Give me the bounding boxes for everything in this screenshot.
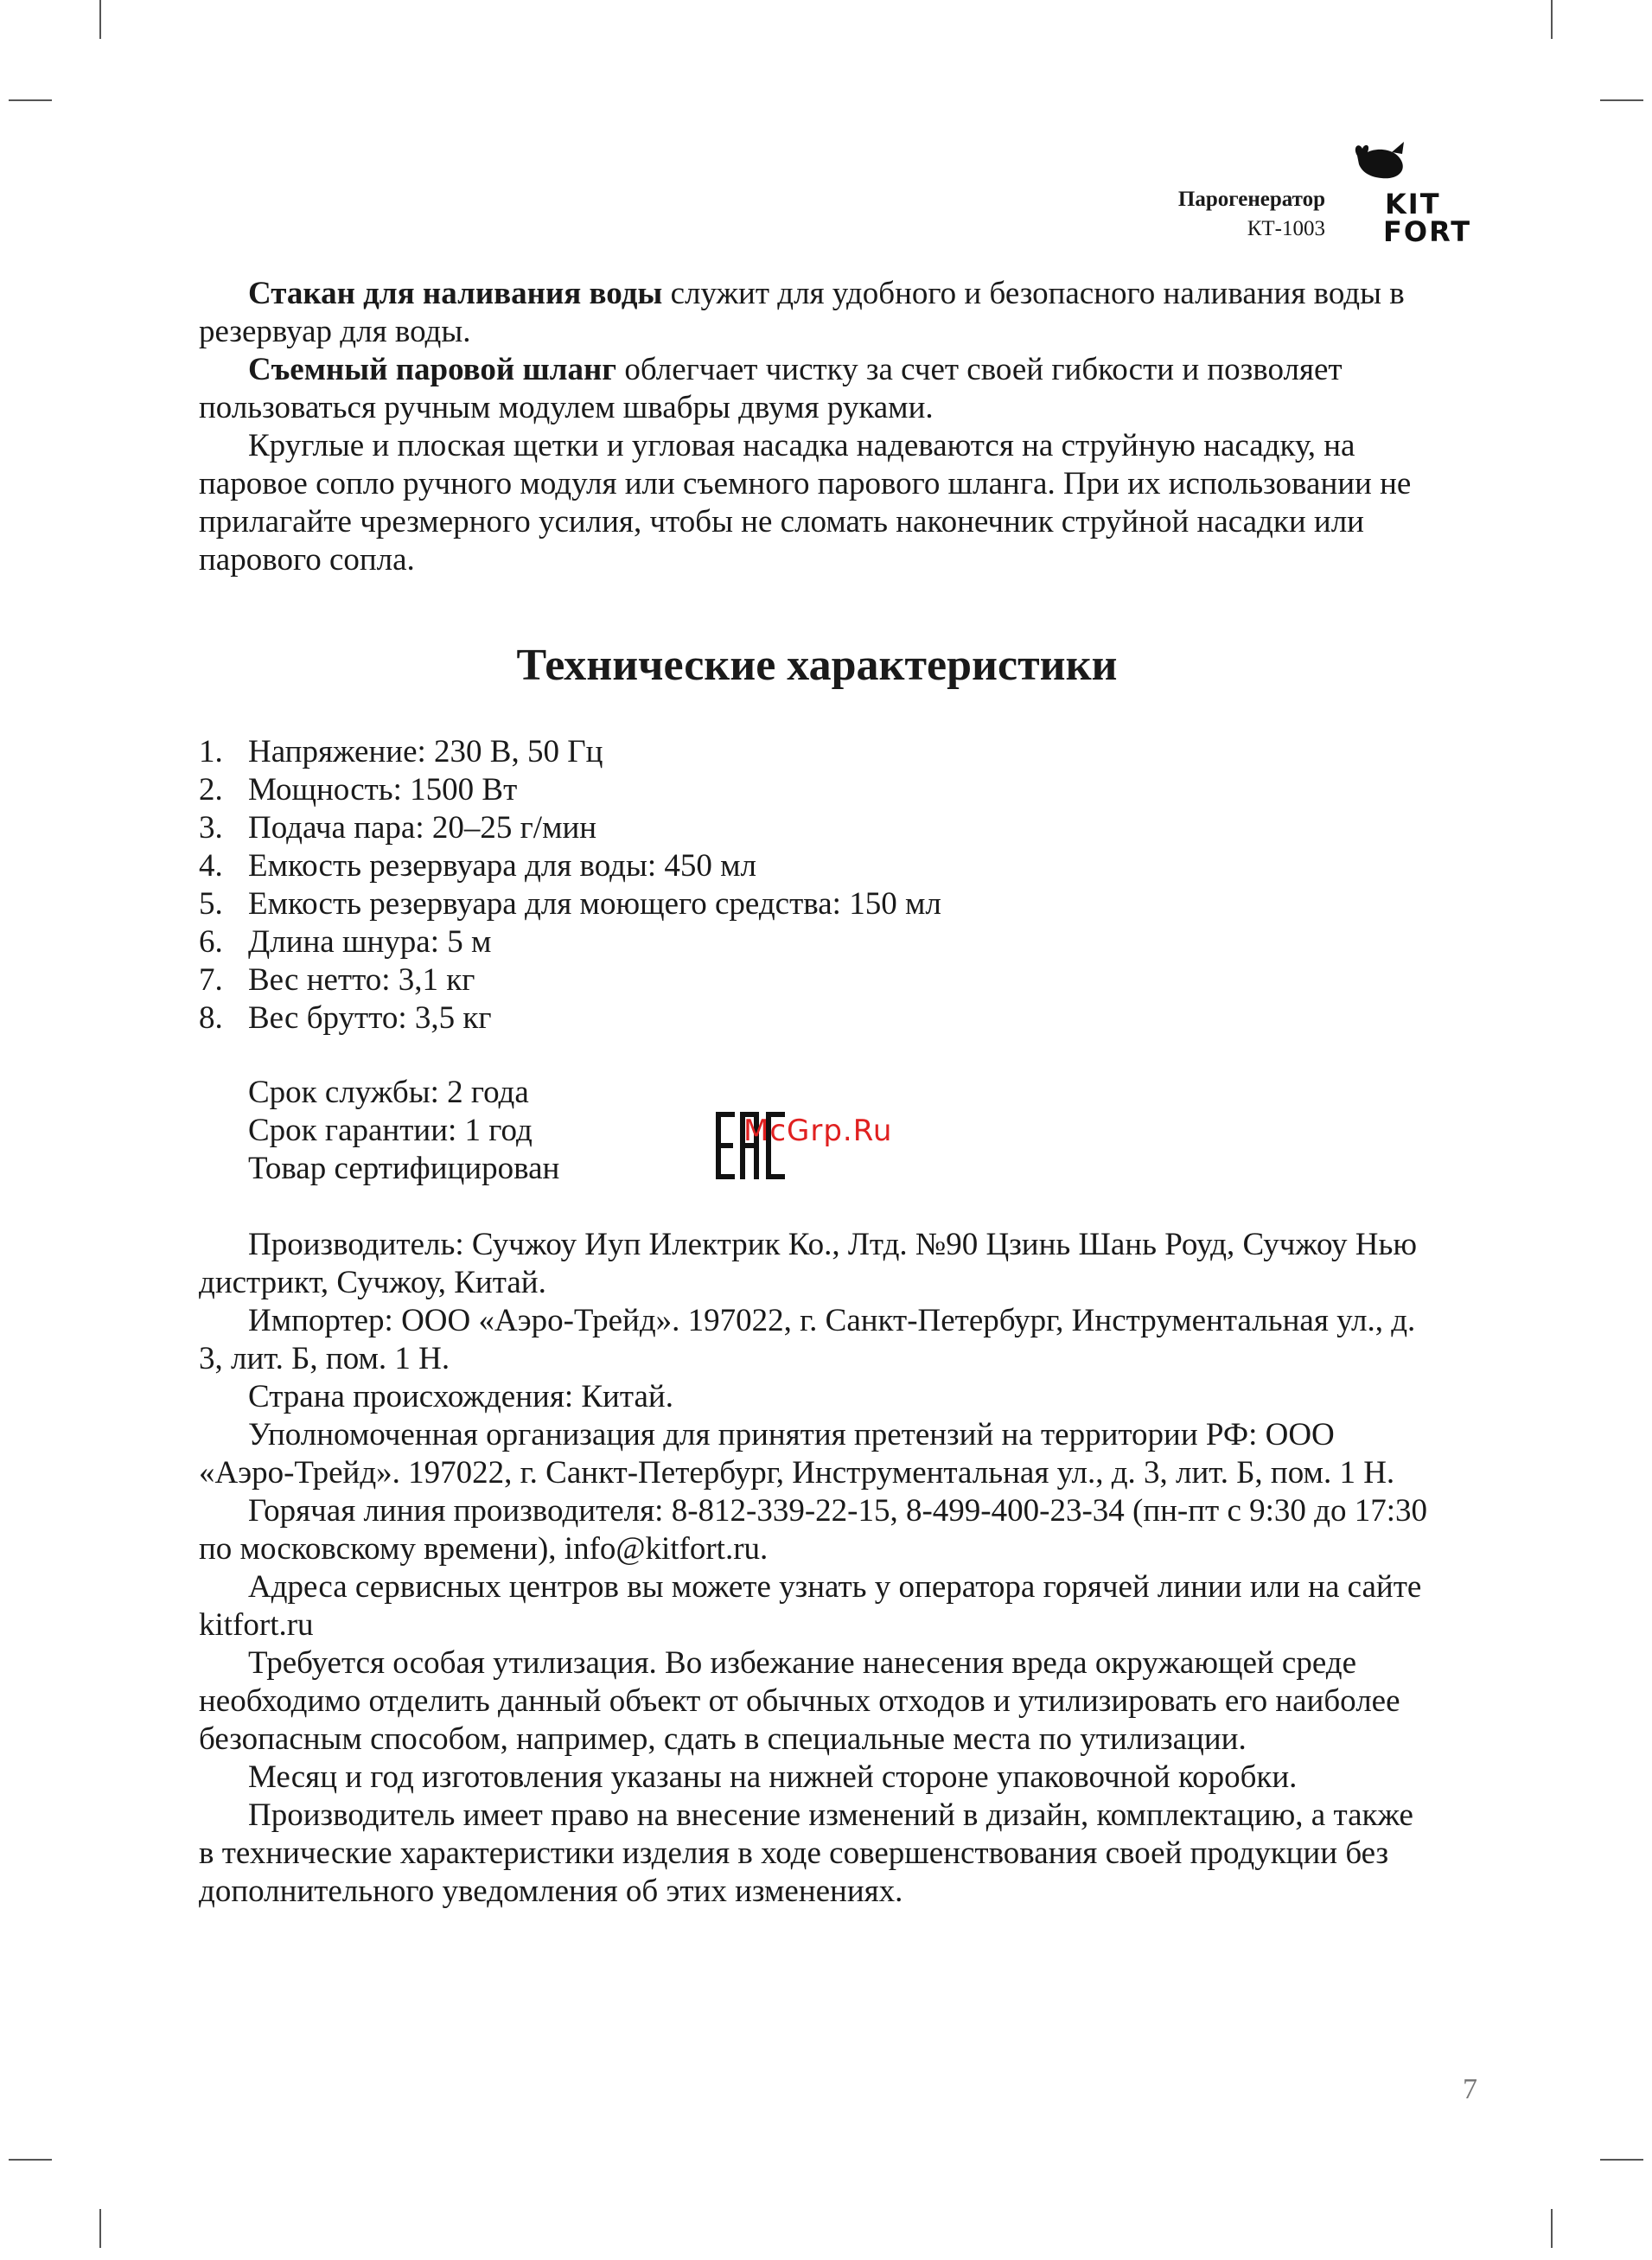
item-number: 5. bbox=[199, 886, 223, 922]
crop-mark bbox=[99, 2209, 101, 2248]
intro-paragraph bbox=[199, 275, 1435, 351]
item-number: 8. bbox=[199, 1000, 223, 1036]
list-item bbox=[199, 733, 1435, 771]
legal-paragraph: Производитель имеет право на внесение изменений в дизайн, комплектацию, а также в технические характеристики изделия в ходе совершенствования своей продукции без дополнительного уведомления об этих изменениях. bbox=[199, 1797, 1413, 1909]
warranty-term: Срок гарантии: 1 год bbox=[248, 1113, 533, 1148]
legal-paragraph: Горячая линия производителя: 8-812-339-22-15, 8-499-400-23-34 (пн-пт с 9:30 до 17:30 по московскому времени), info@kitfort.ru. bbox=[199, 1493, 1428, 1567]
logo-line-1: KIT bbox=[1385, 188, 1441, 220]
crop-mark bbox=[99, 0, 101, 39]
item-text: Емкость резервуара для моющего средства: 150 мл bbox=[248, 886, 941, 922]
paragraph-text: Круглые и плоская щетки и угловая насадка надеваются на струйную насадку, на паровое сопло ручного модуля или съемного парового шланга. При их использовании не прилагайте чрезмерного усилия, чтобы не сломать наконечник струйной насадки или парового сопла. bbox=[199, 428, 1412, 578]
legal-paragraph: Импортер: ООО «Аэро-Трейд». 197022, г. Санкт-Петербург, Инструментальная ул., д. 3, лит. Б, пом. 1 Н. bbox=[199, 1303, 1416, 1376]
item-text: Длина шнура: 5 м bbox=[248, 924, 492, 960]
certification-note: Товар сертифицирован bbox=[248, 1151, 560, 1186]
logo-line-2: FORT bbox=[1383, 215, 1472, 248]
section-title: Технические характеристики bbox=[516, 641, 1118, 690]
legal-paragraph: Требуется особая утилизация. Во избежание нанесения вреда окружающей среде необходимо отделить данный объект от обычных отходов и утилизировать его наиболее безопасным способом, например, сдать в специальные места по утилизации. bbox=[199, 1645, 1400, 1757]
warranty-info bbox=[248, 1074, 559, 1188]
item-text: Вес нетто: 3,1 кг bbox=[248, 962, 475, 998]
intro-paragraph bbox=[199, 351, 1435, 427]
spec-list bbox=[199, 733, 1435, 1037]
service-life: Срок службы: 2 года bbox=[248, 1075, 529, 1110]
term: Съемный паровой шланг bbox=[248, 352, 617, 387]
paragraph-text: облегчает чистку за счет своей гибкости и позволяет пользоваться ручным модулем швабры двумя руками. bbox=[199, 352, 1343, 425]
logo-wordmark bbox=[1383, 190, 1471, 246]
crop-mark bbox=[1551, 2209, 1553, 2248]
intro-section bbox=[199, 275, 1435, 579]
term: Стакан для наливания воды bbox=[248, 276, 663, 311]
legal-paragraph: Страна происхождения: Китай. bbox=[248, 1379, 673, 1414]
product-name: Парогенератор bbox=[1177, 188, 1325, 211]
crop-mark bbox=[1600, 99, 1643, 101]
item-text: Вес брутто: 3,5 кг bbox=[248, 1000, 492, 1036]
list-item bbox=[199, 847, 1435, 885]
item-text: Емкость резервуара для воды: 450 мл bbox=[248, 848, 757, 884]
page-header bbox=[1178, 185, 1325, 244]
legal-paragraph: Уполномоченная организация для принятия претензий на территории РФ: ООО «Аэро-Трейд». 197022, г. Санкт-Петербург, Инструментальная ул., д. 3, лит. Б, пом. 1 Н. bbox=[199, 1417, 1395, 1491]
intro-paragraph bbox=[199, 427, 1435, 579]
page-number: 7 bbox=[1463, 2073, 1477, 2105]
item-number: 1. bbox=[199, 734, 223, 769]
crop-mark bbox=[9, 2159, 52, 2161]
list-item bbox=[199, 999, 1435, 1037]
model-number: КТ-1003 bbox=[1247, 217, 1325, 240]
item-number: 6. bbox=[199, 924, 223, 960]
item-number: 4. bbox=[199, 848, 223, 884]
item-text: Мощность: 1500 Вт bbox=[248, 772, 518, 808]
item-number: 3. bbox=[199, 810, 223, 846]
item-text: Подача пара: 20–25 г/мин bbox=[248, 810, 597, 846]
list-item bbox=[199, 961, 1435, 999]
crop-mark bbox=[1600, 2159, 1643, 2161]
item-number: 2. bbox=[199, 772, 223, 808]
paragraph-text: служит для удобного и безопасного наливания воды в резервуар для воды. bbox=[199, 276, 1405, 349]
list-item bbox=[199, 885, 1435, 923]
legal-paragraph: Месяц и год изготовления указаны на нижней стороне упаковочной коробки. bbox=[248, 1759, 1298, 1795]
list-item bbox=[199, 809, 1435, 847]
item-text: Напряжение: 230 В, 50 Гц bbox=[248, 734, 603, 769]
item-number: 7. bbox=[199, 962, 223, 998]
legal-paragraph: Производитель: Сучжоу Иуп Илектрик Ко., Лтд. №90 Цзинь Шань Роуд, Сучжоу Нью дистрикт, Сучжоу, Китай. bbox=[199, 1227, 1418, 1300]
legal-section bbox=[199, 1226, 1435, 1911]
crop-mark bbox=[1551, 0, 1553, 39]
list-item bbox=[199, 771, 1435, 809]
list-item bbox=[199, 923, 1435, 961]
watermark: McGrp.Ru bbox=[743, 1114, 893, 1148]
legal-paragraph: Адреса сервисных центров вы можете узнать у оператора горячей линии или на сайте kitfort.ru bbox=[199, 1569, 1422, 1643]
crop-mark bbox=[9, 99, 52, 101]
